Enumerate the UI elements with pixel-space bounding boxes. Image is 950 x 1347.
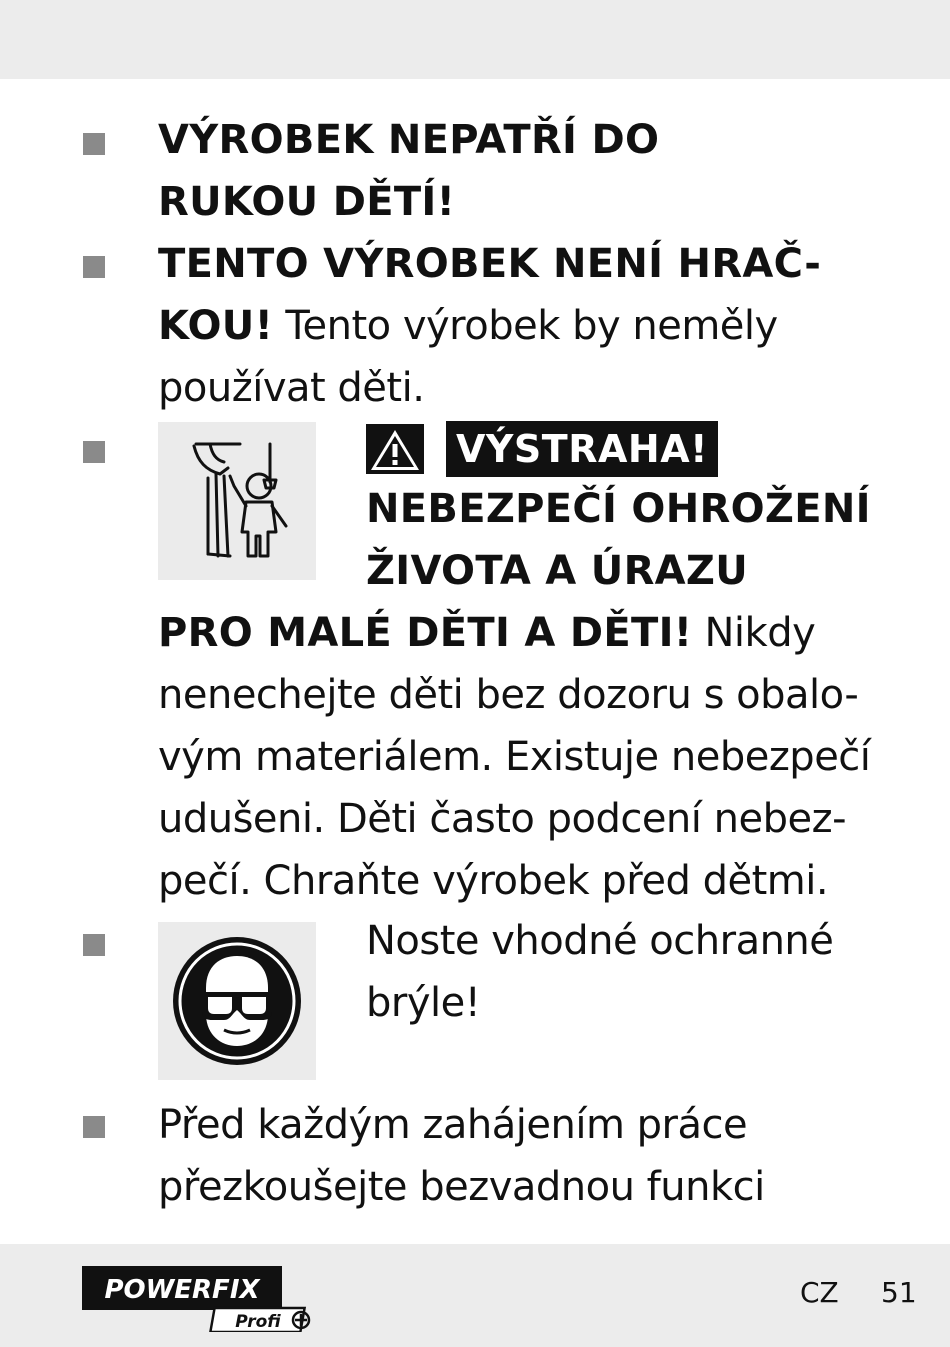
bullet-marker (83, 256, 105, 278)
warning-heading-line: NEBEZPEČÍ OHROŽENÍ (366, 486, 871, 532)
warning-text-bold: PRO MALÉ DĚTI A DĚTI! (158, 610, 693, 656)
body-text-line: pečí. Chraňte výrobek před dětmi. (158, 858, 829, 904)
body-text-line: Před každým zahájením práce (158, 1102, 748, 1148)
warning-text-line: VÝROBEK NEPATŘÍ DO (158, 117, 660, 163)
body-text-line: Noste vhodné ochranné (366, 918, 834, 964)
warning-text-line: RUKOU DĚTÍ! (158, 179, 456, 225)
warning-text-normal: Nikdy (692, 610, 816, 656)
brand-name: POWERFIX (104, 1275, 260, 1305)
warning-text-normal: Tento výrobek by neměly (273, 303, 778, 349)
warning-label: VÝSTRAHA! (446, 421, 718, 477)
body-text-line: nenechejte děti bez dozoru s obalo- (158, 672, 859, 718)
bullet-marker (83, 133, 105, 155)
warning-text-bold: KOU! (158, 303, 274, 349)
warning-text-line (158, 602, 815, 664)
bullet-marker (83, 441, 105, 463)
footer-page-number: 51 (881, 1276, 917, 1309)
warning-text-line: TENTO VÝROBEK NENÍ HRAČ- (158, 241, 822, 287)
brand-sub: Profi (235, 1312, 281, 1332)
warning-text-line (158, 295, 778, 357)
footer-language: CZ (800, 1276, 839, 1309)
body-text-line: udušeni. Děti často podcení nebez- (158, 796, 846, 842)
safety-goggles-icon (158, 922, 316, 1080)
header-band (0, 0, 950, 79)
warning-triangle-icon (366, 424, 424, 474)
body-text-line: brýle! (366, 980, 481, 1026)
powerfix-logo (82, 1266, 318, 1332)
body-text-line: vým materiálem. Existuje nebezpečí (158, 734, 871, 780)
child-curtain-cord-icon (158, 422, 316, 580)
bullet-marker (83, 934, 105, 956)
bullet-marker (83, 1116, 105, 1138)
body-text-line: přezkoušejte bezvadnou funkci (158, 1164, 765, 1210)
warning-heading-line: ŽIVOTA A ÚRAZU (366, 548, 749, 594)
body-text-line: používat děti. (158, 365, 425, 411)
